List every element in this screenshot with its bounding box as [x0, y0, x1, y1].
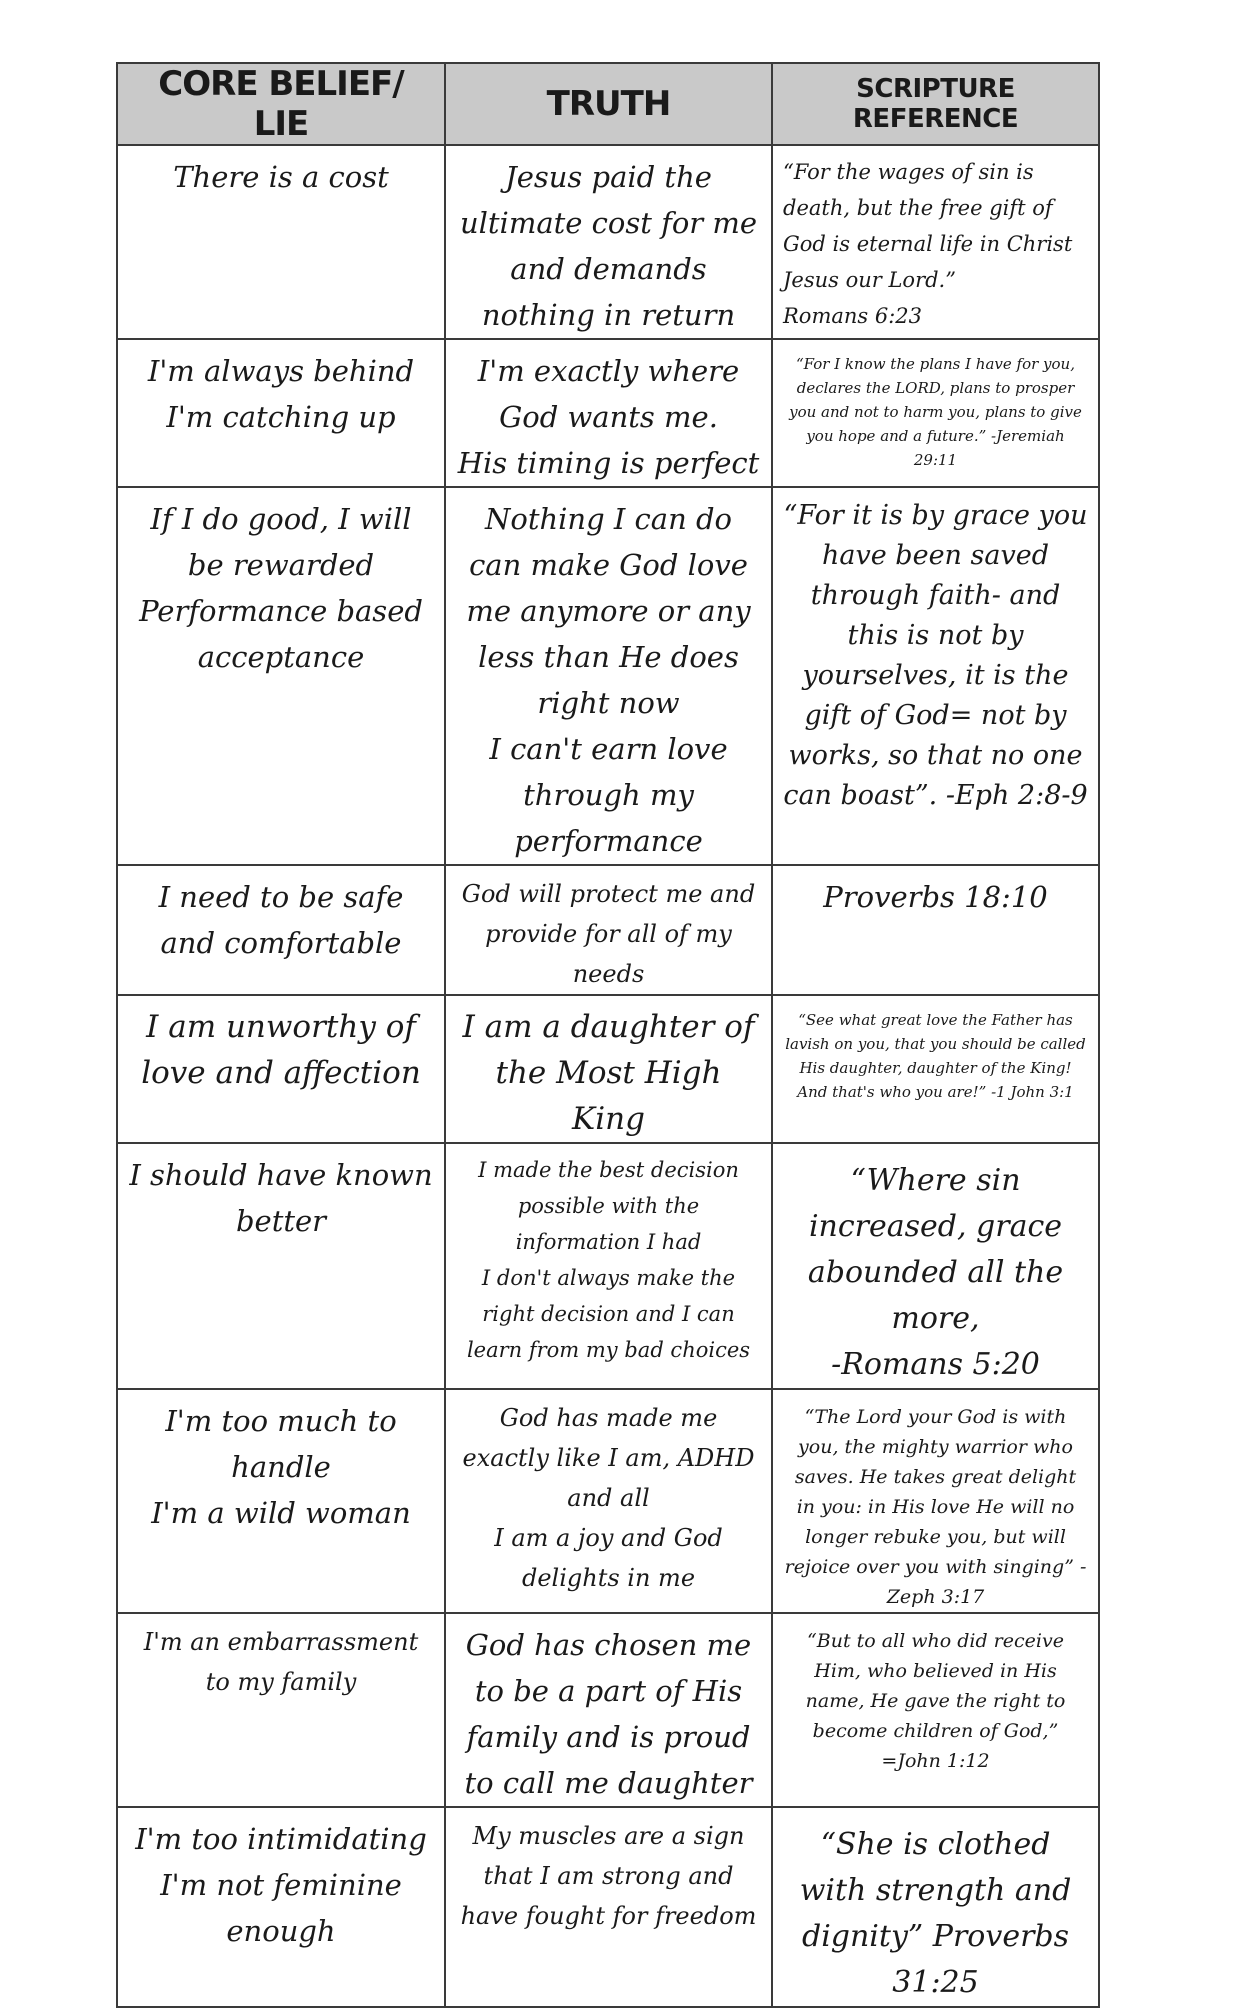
lie-cell: If I do good, I will be rewarded Performance based acceptance [117, 487, 445, 865]
header-row [117, 63, 1099, 145]
truth-cell: Jesus paid the ultimate cost for me and demands nothing in return [445, 145, 772, 339]
scripture-cell: “But to all who did receive Him, who believed in His name, He gave the right to become children of God,” =John 1:12 [772, 1613, 1099, 1807]
lie-cell: I should have known better [117, 1143, 445, 1389]
lie-cell: I'm too much to handle I'm a wild woman [117, 1389, 445, 1613]
scripture-cell: “The Lord your God is with you, the mighty warrior who saves. He takes great delight in you: in His love He will no longer rebuke you, but will rejoice over you with singing” - Zeph 3:17 [772, 1389, 1099, 1613]
belief-table [116, 62, 1100, 2008]
table-row [117, 995, 1099, 1143]
scripture-cell: Proverbs 18:10 [772, 865, 1099, 995]
truth-cell: Nothing I can do can make God love me anymore or any less than He does right now I can't earn love through my performance [445, 487, 772, 865]
lie-cell: I'm too intimidating I'm not feminine enough [117, 1807, 445, 2007]
header-scripture-reference: SCRIPTURE REFERENCE [772, 63, 1099, 145]
truth-cell: God has made me exactly like I am, ADHD and all I am a joy and God delights in me [445, 1389, 772, 1613]
truth-cell: I'm exactly where God wants me. His timing is perfect [445, 339, 772, 487]
table-row [117, 145, 1099, 339]
scripture-cell: “For the wages of sin is death, but the free gift of God is eternal life in Christ Jesus our Lord.” Romans 6:23 [772, 145, 1099, 339]
belief-table-sheet [116, 62, 1098, 2000]
table-row [117, 865, 1099, 995]
truth-cell: My muscles are a sign that I am strong and have fought for freedom [445, 1807, 772, 2007]
truth-cell: I am a daughter of the Most High King [445, 995, 772, 1143]
lie-cell: There is a cost [117, 145, 445, 339]
truth-cell: I made the best decision possible with the information I had I don't always make the right decision and I can learn from my bad choices [445, 1143, 772, 1389]
table-row [117, 1389, 1099, 1613]
truth-cell: God has chosen me to be a part of His family and is proud to call me daughter [445, 1613, 772, 1807]
table-row [117, 339, 1099, 487]
scripture-cell: “For I know the plans I have for you, declares the LORD, plans to prosper you and not to harm you, plans to give you hope and a future.” -Jeremiah 29:11 [772, 339, 1099, 487]
table-row [117, 1807, 1099, 2007]
scripture-cell: “For it is by grace you have been saved through faith- and this is not by yourselves, it is the gift of God= not by works, so that no one can boast”. -Eph 2:8-9 [772, 487, 1099, 865]
table-row [117, 1143, 1099, 1389]
lie-cell: I am unworthy of love and affection [117, 995, 445, 1143]
lie-cell: I'm an embarrassment to my family [117, 1613, 445, 1807]
scripture-cell: “She is clothed with strength and dignity” Proverbs 31:25 [772, 1807, 1099, 2007]
lie-cell: I need to be safe and comfortable [117, 865, 445, 995]
table-row [117, 1613, 1099, 1807]
lie-cell: I'm always behind I'm catching up [117, 339, 445, 487]
truth-cell: God will protect me and provide for all of my needs [445, 865, 772, 995]
table-row [117, 487, 1099, 865]
scripture-cell: “See what great love the Father has lavish on you, that you should be called His daughter, daughter of the King! And that's who you are!” -1 John 3:1 [772, 995, 1099, 1143]
scripture-cell: “Where sin increased, grace abounded all the more, -Romans 5:20 [772, 1143, 1099, 1389]
header-truth: TRUTH [445, 63, 772, 145]
header-core-belief: CORE BELIEF/ LIE [117, 63, 445, 145]
